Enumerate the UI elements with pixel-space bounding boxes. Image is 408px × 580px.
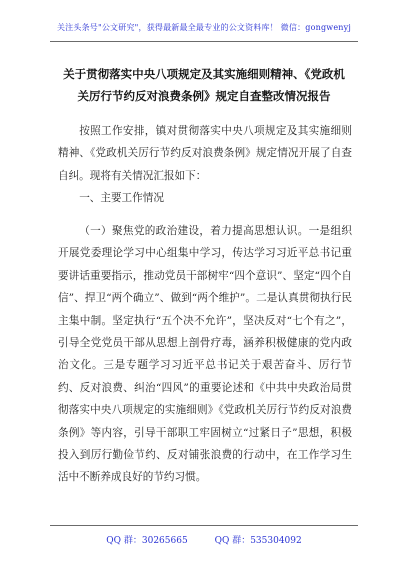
document-title: 关于贯彻落实中央八项规定及其实施细则精神、《党政机关厉行节约反对浪费条例》规定自查整改情况报告 <box>63 67 345 103</box>
footer <box>0 533 408 546</box>
footer-divider <box>50 525 358 526</box>
section-heading: 一、主要工作情况 <box>79 192 164 204</box>
footer-qq-group-1: QQ 群：30265665 <box>106 536 188 546</box>
body-paragraph: （一）聚焦党的政治建设，着力提高思想认识。一是组织开展党委理论学习中心组集中学习，传达学习习近平总书记重要讲话重要指示，推动党员干部树牢“四个意识”、坚定“四个自信”、捍卫“两个确立”、做到“两个维护”。二是认真贯彻执行民主集中制。坚定执行“五个决不允许”，坚决反对“七个有之”，引导全党党员干部从思想上剖骨疗毒，涵养积极健康的党内政治文化。三是专题学习习近平总书记关于艰苦奋斗、厉行节约、反对浪费、纠治“四风”的重要论述和《中共中央政治局贯彻落实中央八项规定的实施细则》《党政机关厉行节约反对浪费条例》等内容，引导干部职工牢固树立“过紧日子”思想，积极投入到厉行勤俭节约、反对铺张浪费的行动中，在工作学习生活中不断养成良好的节约习惯。 <box>58 225 352 484</box>
footer-qq-group-2: QQ 群：535304092 <box>214 536 302 546</box>
intro-paragraph: 按照工作安排，镇对贯彻落实中央八项规定及其实施细则精神、《党政机关厉行节约反对浪费条例》规定情况开展了自查自纠。现将有关情况汇报如下： <box>58 125 352 182</box>
header-divider <box>50 41 358 42</box>
header-banner: 关注头条号"公文研究"，获得最新最全最专业的公文资料库！ 微信：gongwenyj <box>56 23 352 32</box>
